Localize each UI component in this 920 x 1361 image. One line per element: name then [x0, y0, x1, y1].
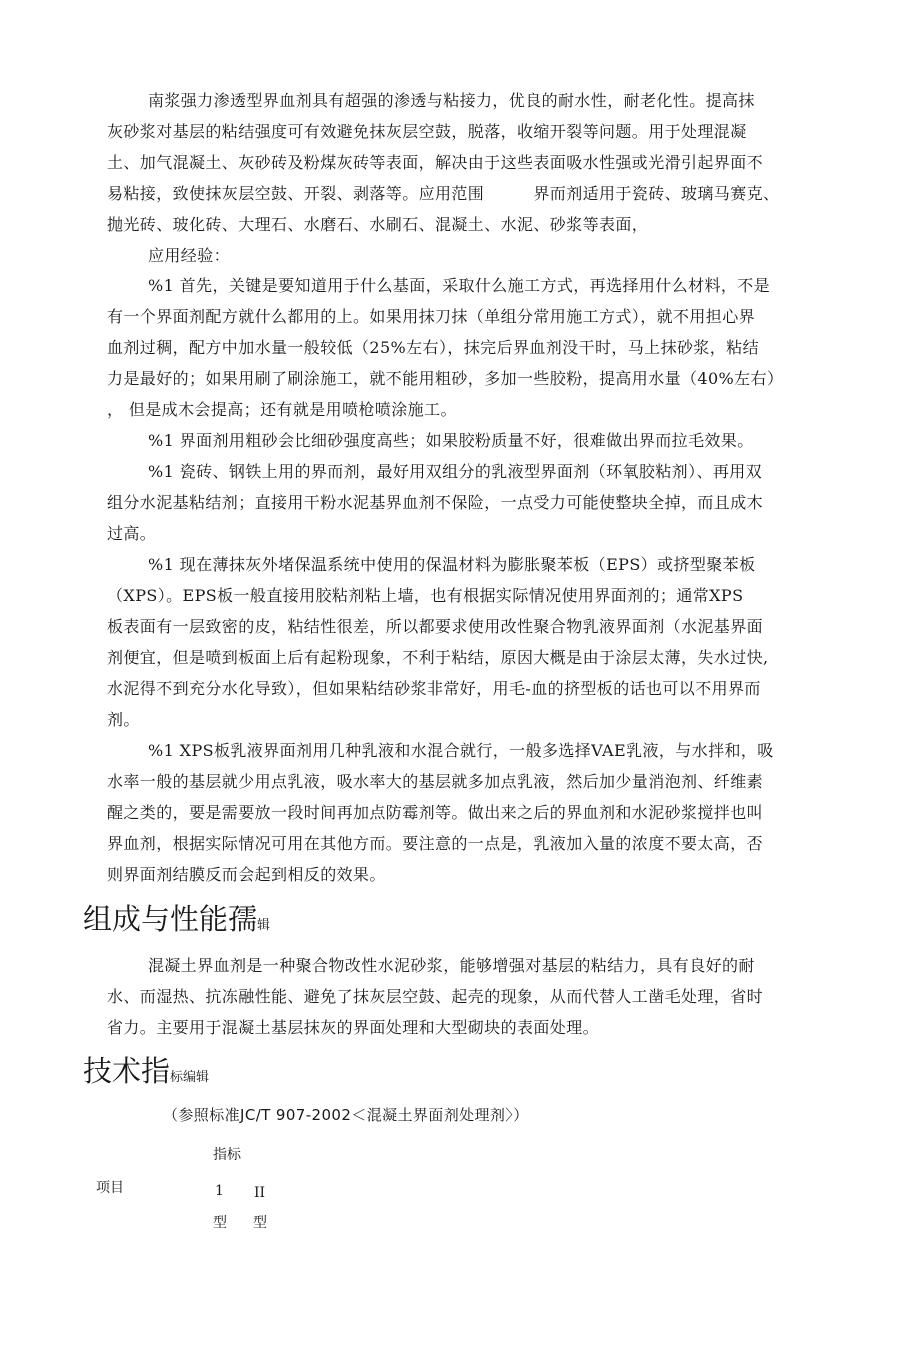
paragraph-line: 血剂过稠，配方中加水量一般较低（25%左右），抹完后界血剂没干时，马上抹砂浆，粘结 [107, 338, 759, 357]
paragraph-line: 南浆强力渗透型界血剂具有超强的渗透与粘接力，优良的耐水性，耐老化性。提高抹 [148, 91, 755, 110]
table-type-2-num: II [254, 1185, 266, 1201]
paragraph-line: 则界面剂结膜反而会起到相反的效果。 [107, 865, 386, 884]
paragraph-line: 省力。主要用于混凝土基层抹灰的界面处理和大型砌块的表面处理。 [107, 1018, 600, 1037]
table-header-item: 项目 [96, 1180, 124, 1196]
table-header-index: 指标 [213, 1147, 241, 1163]
paragraph-line: 易粘接，致使抹灰层空鼓、开裂、剥落等。应用范围 界而剂适用于瓷砖、玻璃马赛克、 [107, 184, 780, 203]
table-type-2-char: 型 [253, 1215, 267, 1231]
paragraph-line: 灰砂浆对基层的粘结强度可有效避免抹灰层空鼓，脱落，收缩开裂等问题。用于处理混凝 [107, 122, 747, 141]
paragraph-line: 醒之类的，要是需要放一段时间再加点防霉剂等。做出来之后的界血剂和水泥砂浆搅拌也叫 [107, 803, 764, 822]
paragraph-line: 界血剂，根据实际情况可用在其他方而。要注意的一点是，乳液加入量的浓度不要太高，否 [107, 834, 764, 853]
paragraph-line: （XPS）。EPS板一般直接用胶粘剂粘上墙，也有根据实际情况使用界面剂的；通常XPS [107, 586, 744, 605]
paragraph-line: 有一个界面剂配方就什么都用的上。如果用抹刀抹（单组分常用施工方式），就不用担心界 [107, 307, 756, 326]
reference-note: （参照标准JC/T 907-2002＜混凝土界面剂处理剂〉） [163, 1106, 529, 1124]
paragraph-line: 板表面有一层致密的皮，粘结性很差，所以都要求使用改性聚合物乳液界面剂（水泥基界面 [107, 617, 764, 636]
paragraph-line: 土、加气混凝土、灰砂砖及粉煤灰砖等表面，解决由于这些表面吸水性强或光滑引起界面不 [107, 153, 764, 172]
paragraph-line: 剂便宜，但是喷到板面上后有起粉现象，不利于粘结，原因大概是由于涂层太薄，失水过快, [107, 648, 769, 667]
paragraph-line: 组分水泥基粘结剂；直接用干粉水泥基界血剂不保险，一点受力可能使整块全掉，而且成木 [107, 493, 764, 512]
paragraph-line: %1 现在薄抹灰外堵保温系统中使用的保温材料为膨胀聚苯板（EPS）或挤型聚苯板 [148, 555, 756, 574]
section-heading-text: 组成与性能孺 [83, 902, 258, 936]
paragraph-line: 应用经验： [148, 246, 231, 265]
paragraph-line: ， 但是成木会提高；还有就是用喷枪喷涂施工。 [107, 400, 457, 419]
section-heading [83, 1054, 209, 1095]
edit-link[interactable]: 标编辑 [170, 1070, 210, 1085]
paragraph-line: %1 界面剂用粗砂会比细砂强度高些；如果胶粉质量不好，很难做出界而拉毛效果。 [148, 431, 754, 450]
paragraph-line: %1 瓷砖、钢铁上用的界而剂，最好用双组分的乳液型界面剂（环氧胶粘剂）、再用双 [148, 462, 763, 481]
edit-link[interactable]: 辑 [257, 918, 271, 933]
table-type-1-num: 1 [215, 1183, 224, 1199]
paragraph-line: 剂。 [107, 710, 140, 729]
paragraph-line: 水、而湿热、抗冻融性能、避免了抹灰层空鼓、起壳的现象，从而代替人工凿毛处理，省时 [107, 987, 764, 1006]
paragraph-line: %1 首先，关键是要知道用于什么基面，采取什么施工方式，再选择用什么材料，不是 [148, 276, 771, 295]
paragraph-line: 水泥得不到充分水化导致），但如果粘结砂浆非常好，用毛-血的挤型板的话也可以不用界而 [107, 679, 761, 698]
section-heading-text: 技术指 [83, 1054, 171, 1088]
paragraph-line: %1 XPS板乳液界面剂用几种乳液和水混合就行，一般多选择VAE乳液，与水拌和，吸 [148, 741, 774, 760]
table-type-1-char: 型 [213, 1215, 227, 1231]
paragraph-line: 水率一般的基层就少用点乳液，吸水率大的基层就多加点乳液，然后加少量消泡剂、纤维素 [107, 772, 764, 791]
paragraph-line: 混凝土界血剂是一种聚合物改性水泥砂浆，能够增强对基层的粘结力，具有良好的耐 [148, 956, 755, 975]
paragraph-line: 过高。 [107, 524, 157, 543]
section-heading [83, 902, 270, 943]
paragraph-line: 力是最好的；如果用刷了刷涂施工，就不能用粗砂，多加一些胶粉，提高用水量（40%左右） [107, 369, 784, 388]
paragraph-line: 抛光砖、玻化砖、大理石、水磨石、水刷石、混凝土、水泥、砂浆等表面， [107, 215, 649, 234]
